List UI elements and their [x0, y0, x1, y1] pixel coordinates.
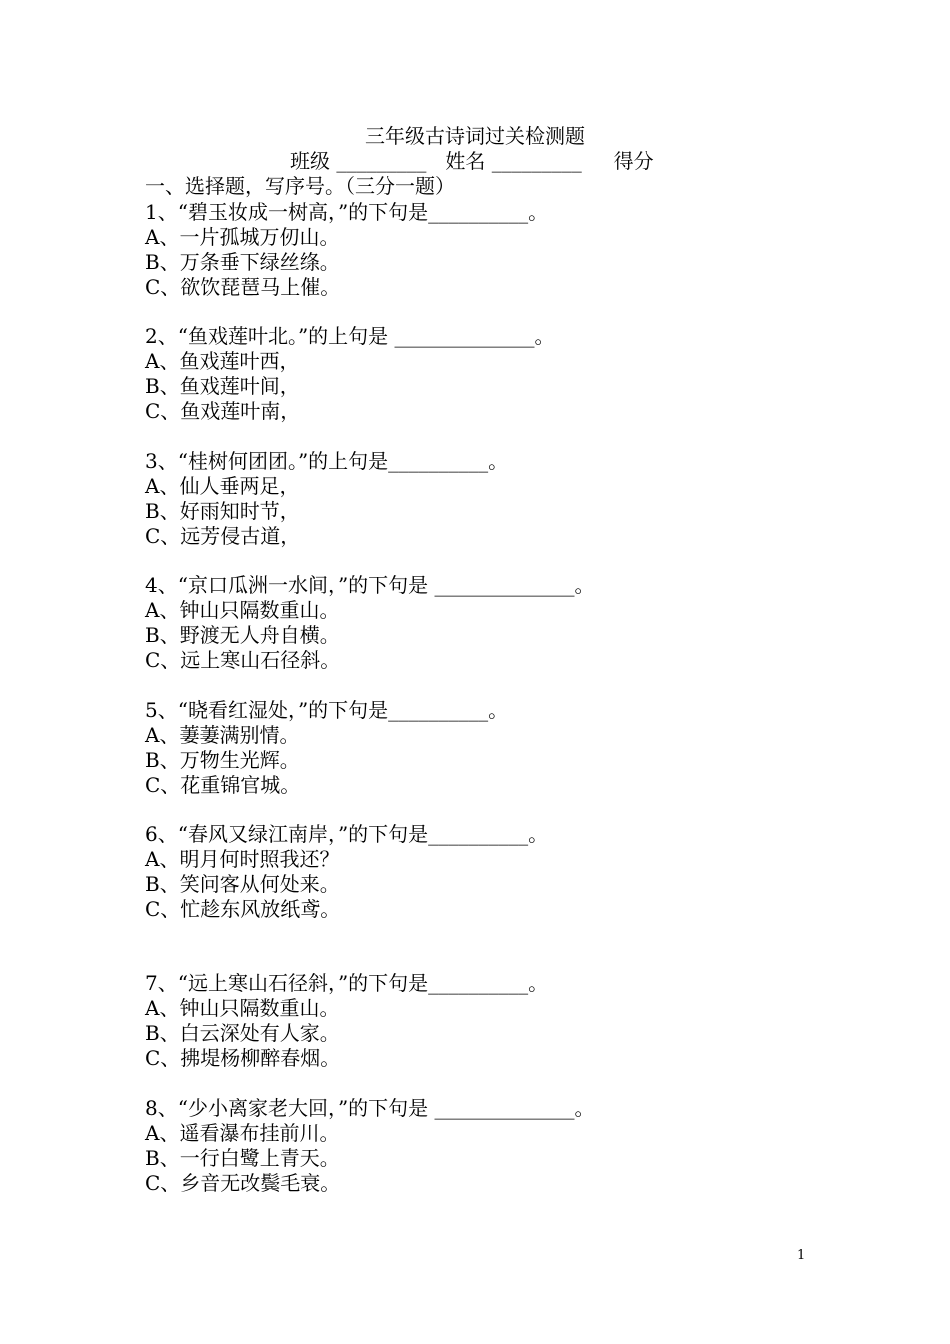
option-a: A、鱼戏莲叶西，	[145, 349, 300, 373]
question-stem: 4、“京口瓜洲一水间，”的下句是 ______________。	[145, 573, 595, 597]
option-a: A、一片孤城万仞山。	[145, 225, 340, 249]
option-a: A、明月何时照我还？	[145, 847, 340, 871]
question-2	[145, 324, 555, 424]
option-b: B、鱼戏莲叶间，	[145, 374, 300, 398]
question-7	[145, 971, 548, 1071]
question-stem: 6、“春风又绿江南岸，”的下句是__________。	[145, 822, 549, 846]
question-stem: 3、“桂树何团团。”的上句是__________。	[145, 449, 509, 473]
option-c: C、远上寒山石径斜。	[145, 648, 341, 672]
option-c: C、乡音无改鬓毛衰。	[145, 1171, 341, 1195]
option-a: A、萋萋满别情。	[145, 723, 300, 747]
class-name-score-line: 班级 _________ 姓名 _________ 得分	[290, 149, 654, 173]
section-heading: 一、选择题，写序号。（三分一题）	[145, 174, 455, 198]
question-stem: 2、“鱼戏莲叶北。”的上句是 ______________。	[145, 324, 555, 348]
question-4	[145, 573, 595, 673]
question-stem: 1、“碧玉妆成一树高，”的下句是__________。	[145, 200, 549, 224]
option-b: B、一行白鹭上青天。	[145, 1146, 340, 1170]
option-b: B、好雨知时节，	[145, 499, 300, 523]
page-number: 1	[797, 1248, 806, 1263]
option-c: C、拂堤杨柳醉春烟。	[145, 1046, 341, 1070]
option-c: C、鱼戏莲叶南，	[145, 399, 301, 423]
option-a: A、钟山只隔数重山。	[145, 598, 340, 622]
option-a: A、钟山只隔数重山。	[145, 996, 340, 1020]
option-c: C、欲饮琵琶马上催。	[145, 275, 341, 299]
option-c: C、远芳侵古道，	[145, 524, 301, 548]
question-stem: 8、“少小离家老大回，”的下句是 ______________。	[145, 1096, 595, 1120]
option-a: A、遥看瀑布挂前川。	[145, 1121, 340, 1145]
question-1	[145, 200, 548, 300]
option-c: C、忙趁东风放纸鸢。	[145, 897, 341, 921]
option-b: B、白云深处有人家。	[145, 1021, 340, 1045]
option-b: B、万物生光辉。	[145, 748, 300, 772]
option-c: C、花重锦官城。	[145, 773, 301, 797]
question-8	[145, 1096, 595, 1196]
question-stem: 5、“晓看红湿处，”的下句是__________。	[145, 698, 509, 722]
question-5	[145, 698, 508, 798]
question-stem: 7、“远上寒山石径斜，”的下句是__________。	[145, 971, 549, 995]
option-b: B、笑问客从何处来。	[145, 872, 340, 896]
page-title: 三年级古诗词过关检测题	[365, 124, 585, 148]
option-a: A、仙人垂两足，	[145, 474, 300, 498]
question-6	[145, 822, 548, 922]
option-b: B、野渡无人舟自横。	[145, 623, 340, 647]
option-b: B、万条垂下绿丝绦。	[145, 250, 340, 274]
question-3	[145, 449, 508, 549]
